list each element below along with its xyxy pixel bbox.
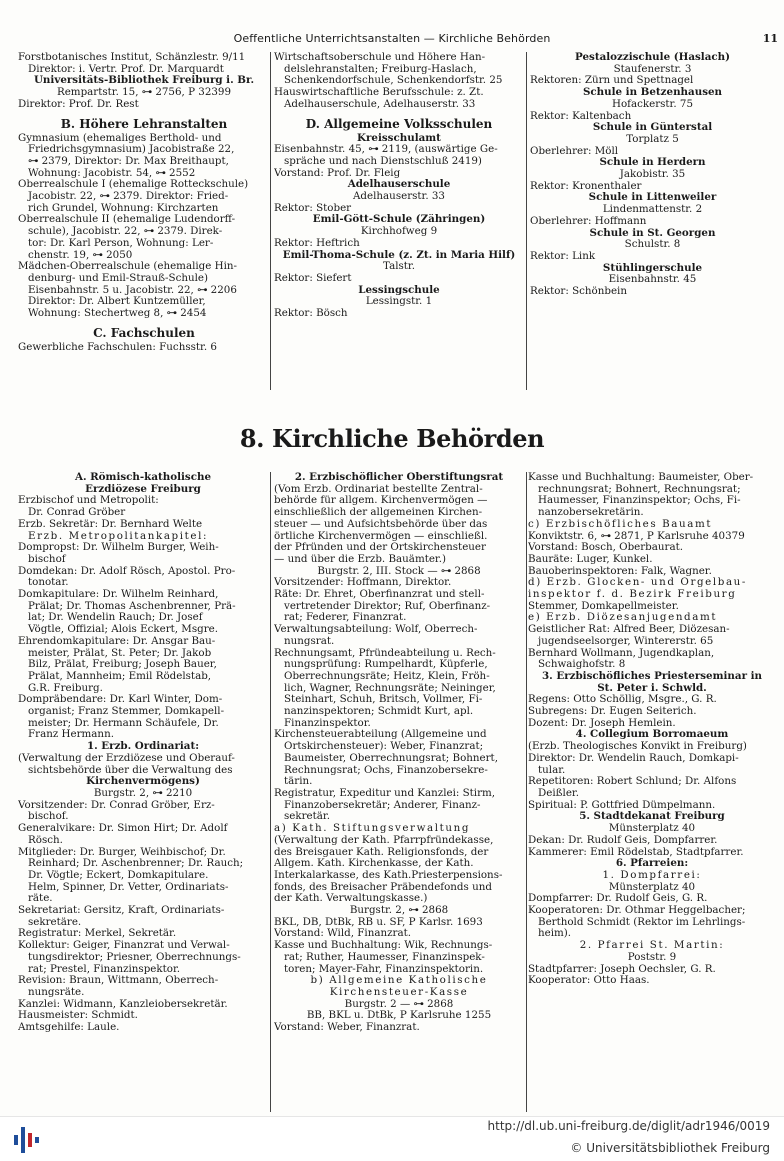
text-line: d) Erzb. Glocken- und Orgelbau- (528, 577, 747, 589)
text-line: Poststr. 9 (627, 951, 677, 963)
text-line: D. Allgemeine Volksschulen (305, 116, 493, 131)
text-line: Rektoren: Zürn und Spettnagel (530, 75, 694, 87)
text-line: Burgstr. 2 — ⊶ 2868 (344, 998, 454, 1010)
text-line: Rektor: Siefert (274, 272, 352, 284)
column-top-3 (530, 52, 775, 298)
text-line: Oberlehrer: Hoffmann (530, 215, 647, 227)
section-title: 8. Kirchliche Behörden (239, 424, 545, 453)
text-line: Adelhauserschule, Adelhauserstr. 33 (284, 98, 476, 110)
text-line: bischof (28, 553, 66, 565)
text-line: Rektor: Kronenthaler (530, 180, 642, 192)
text-line: Eisenbahnstr. 45, ⊶ 2119, (auswärtige Ge- (274, 144, 498, 156)
text-line: tular. (538, 764, 566, 776)
text-line: Talstr. (383, 261, 415, 273)
text-line: Kasse und Buchhaltung: Baumeister, Ober- (528, 472, 754, 483)
text-line: toren; Mayer-Fahr, Finanzinspektorin. (284, 963, 484, 975)
text-line: b) Allgemeine Katholische (310, 975, 488, 987)
text-line: Rektor: Link (530, 250, 596, 262)
column-divider (526, 472, 527, 1112)
text-line: steuer — und Aufsichtsbehörde über das (274, 518, 488, 530)
text-line: Finanzinspektor. (284, 717, 371, 729)
text-line: Kirchensteuerabteilung (Allgemeine und (274, 729, 487, 741)
text-line: c) Erzbischöfliches Bauamt (528, 518, 713, 530)
text-line: Burgstr. 2, ⊶ 2210 (93, 787, 193, 799)
text-line: Kanzlei: Widmann, Kanzleiobersekretär. (18, 998, 228, 1010)
text-line: Jakobistr. 35 (619, 169, 686, 181)
text-line: Kooperatoren: Dr. Othmar Heggelbacher; (528, 905, 746, 917)
text-line: B. Höhere Lehranstalten (60, 116, 228, 131)
text-line: Eisenbahnstr. 45 (608, 274, 697, 286)
text-line: Sekretariat: Gersitz, Kraft, Ordinariats- (18, 905, 225, 917)
text-line: Prälat; Dr. Thomas Aschenbrenner, Prä- (28, 600, 236, 612)
text-line: lich, Wagner, Rechnungsräte; Neininger, (284, 682, 496, 694)
text-line: Kammerer: Emil Rödelstab, Stadtpfarrer. (528, 846, 744, 858)
text-line: Schenkendorfschule, Schenkendorfstr. 25 (284, 75, 503, 87)
text-line: Dompräbendare: Dr. Karl Winter, Dom- (18, 694, 223, 706)
text-line: 1. Dompfarrei: (602, 869, 702, 881)
text-line: Jacobistr. 22, ⊶ 2379. Direktor: Fried- (28, 191, 229, 203)
text-line: Wohnung: Stechertweg 8, ⊶ 2454 (28, 308, 207, 320)
text-line: räte. (28, 893, 53, 905)
text-line: Direktor: Dr. Wendelin Rauch, Domkapi- (528, 752, 739, 764)
text-line: (Vom Erzb. Ordinariat bestellte Zentral- (274, 483, 483, 495)
text-line: 3. Erzbischöfliches Priesterseminar in (542, 670, 762, 682)
text-line: A. Römisch-katholische (74, 472, 212, 483)
text-line: delslehranstalten; Freiburg-Haslach, (284, 63, 477, 75)
text-line: Geistlicher Rat: Alfred Beer, Diözesan- (528, 624, 730, 636)
text-line: rat; Federer, Finanzrat. (284, 612, 407, 624)
text-line: vertretender Direktor; Ruf, Oberfinanz- (284, 600, 491, 612)
university-library-logo (8, 1121, 46, 1159)
text-line: Rektor: Bösch (274, 308, 348, 320)
text-line: Friedrichsgymnasium) Jacobistraße 22, (28, 144, 235, 156)
text-line: Eisenbahnstr. 5 u. Jacobistr. 22, ⊶ 2206 (28, 284, 237, 296)
text-line: Vorsitzender: Hoffmann, Direktor. (274, 577, 452, 589)
text-line: organist; Franz Stemmer, Domkapell- (28, 706, 225, 718)
text-line: 5. Stadtdekanat Freiburg (579, 811, 725, 823)
text-line: Interkalarkasse, des Kath.Priesterpensions- (274, 869, 503, 881)
text-line: jugendseelsorger, Wintererstr. 65 (538, 635, 714, 647)
text-line: nanzinspektoren; Schmidt Kurt, apl. (284, 706, 474, 718)
text-line: schule), Jacobistr. 22, ⊶ 2379. Direk- (28, 226, 223, 238)
text-line: Haumesser, Finanzinspektor; Ochs, Fi- (538, 495, 741, 507)
text-line: Schule in Herdern (599, 157, 706, 169)
text-line: Gewerbliche Fachschulen: Fuchsstr. 6 (18, 341, 217, 353)
running-head-title: Oeffentliche Unterrichtsanstalten — Kirchliche Behörden (233, 32, 551, 45)
text-line: Spiritual: P. Gottfried Dümpelmann. (528, 799, 716, 811)
text-line: (Verwaltung der Erzdiözese und Oberauf- (18, 752, 235, 764)
text-line: Rektor: Heftrich (274, 237, 360, 249)
text-line: Vorstand: Prof. Dr. Fleig (274, 167, 401, 179)
text-line: lat; Dr. Wendelin Rauch; Dr. Josef (28, 612, 203, 624)
text-line: Räte: Dr. Ehret, Oberfinanzrat und stell- (274, 589, 485, 601)
text-line: Emil-Gött-Schule (Zähringen) (312, 214, 486, 226)
text-line: (Verwaltung der Kath. Pfarrpfründekasse, (274, 834, 494, 846)
text-line: Generalvikare: Dr. Simon Hirt; Dr. Adolf (18, 823, 228, 835)
text-line: Hofackerstr. 75 (611, 98, 693, 110)
text-line: Lindenmattenstr. 2 (602, 204, 703, 216)
text-line: bischof. (28, 811, 69, 823)
text-line: der Pfründen und der Ortskirchensteuer (274, 542, 486, 554)
text-line: Lessingstr. 1 (365, 296, 433, 308)
text-line: Bernhard Wollmann, Jugendkaplan, (528, 647, 715, 659)
text-line: Oberlehrer: Möll (530, 145, 619, 157)
column-top-2 (274, 52, 524, 320)
text-line: Rösch. (28, 834, 63, 846)
text-line: Bauräte: Luger, Kunkel. (528, 553, 653, 565)
text-line: BB, BKL u. DtBk, P Karlsruhe 1255 (306, 1010, 492, 1022)
text-line: Rektor: Stober (274, 202, 352, 214)
text-line: rat; Prestel, Finanzinspektor. (28, 963, 181, 975)
text-line: Bauoberinspektoren: Falk, Wagner. (528, 565, 712, 577)
text-line: nungsrat. (284, 635, 335, 647)
text-line: Direktor: i. Vertr. Prof. Dr. Marquardt (28, 63, 224, 75)
text-line: Kreisschulamt (357, 132, 441, 144)
text-line: behörde für allgem. Kirchenvermögen — (274, 495, 488, 507)
text-line: Schule in Günterstal (592, 122, 713, 134)
text-line: Gymnasium (ehemaliges Berthold- und (18, 132, 222, 144)
text-line: denburg- und Emil-Strauß-Schule) (28, 272, 209, 284)
text-line: Direktor: Dr. Albert Kuntzemüller, (28, 296, 206, 308)
text-line: Schwaighofstr. 8 (538, 659, 626, 671)
text-line: Mädchen-Oberrealschule (ehemalige Hin- (18, 261, 238, 273)
text-line: Verwaltungsabteilung: Wolf, Oberrech- (274, 624, 478, 636)
column-divider (270, 52, 271, 390)
text-line: Kooperator: Otto Haas. (528, 975, 650, 987)
text-line: C. Fachschulen (93, 325, 195, 340)
text-line: nungsräte. (28, 986, 85, 998)
text-line: Franz Hermann. (28, 729, 114, 741)
text-line: ⊶ 2379, Direktor: Dr. Max Breithaupt, (28, 155, 229, 167)
text-line: Bilz, Prälat, Freiburg; Joseph Bauer, (28, 659, 217, 671)
text-line: Rechnungsamt, Pfründeabteilung u. Rech- (274, 647, 496, 659)
text-line: Prälat, Mannheim; Emil Rödelstab, (28, 670, 212, 682)
text-line: 2. Pfarrei St. Martin: (579, 940, 725, 952)
text-line: Helm, Spinner, Dr. Vetter, Ordinariats- (28, 881, 229, 893)
text-line: St. Peter i. Schwld. (597, 682, 707, 694)
text-line: Steinhart, Schuh, Britsch, Vollmer, Fi- (284, 694, 483, 706)
text-line: Oberrealschule I (ehemalige Rotteckschule) (18, 179, 249, 191)
text-line: Regens: Otto Schöllig, Msgre., G. R. (528, 694, 717, 706)
text-line: tärin. (284, 776, 313, 788)
column-top-1 (18, 52, 270, 353)
text-line: Registratur, Expeditur und Kanzlei: Stirm, (274, 787, 496, 799)
text-line: G.R. Freiburg. (28, 682, 103, 694)
text-line: Schule in St. Georgen (589, 227, 716, 239)
running-head (0, 32, 784, 46)
column-divider (526, 52, 527, 390)
text-line: rechnungsrat; Bohnert, Rechnungsrat; (538, 483, 741, 495)
text-line: Berthold Schmidt (Rektor im Lehrlings- (538, 916, 746, 928)
text-line: fonds, des Breisacher Präbendefonds und (274, 881, 492, 893)
text-line: Vorstand: Bosch, Oberbaurat. (528, 542, 684, 554)
text-line: Ortskirchensteuer): Weber, Finanzrat; (284, 741, 484, 753)
text-line: Pestalozzischule (Haslach) (575, 52, 730, 63)
text-line: Amtsgehilfe: Laule. (18, 1022, 120, 1034)
text-line: Stadtpfarrer: Joseph Oechsler, G. R. (528, 963, 716, 975)
text-line: Kirchenvermögens) (86, 776, 200, 788)
text-line: einschließlich der allgemeinen Kirchen- (274, 507, 483, 519)
text-line: des Breisgauer Kath. Religionsfonds, der (274, 846, 489, 858)
text-line: Vorstand: Wild, Finanzrat. (274, 928, 412, 940)
text-line: Rechnungsrat; Ochs, Finanzobersekre- (284, 764, 488, 776)
text-line: Wirtschaftsoberschule und Höhere Han- (274, 52, 486, 63)
source-url-link[interactable]: http://dl.ub.uni-freiburg.de/diglit/adr1946/0019 (487, 1119, 770, 1133)
text-line: Adelhauserschule (347, 179, 451, 191)
text-line: heim). (538, 928, 572, 940)
text-line: Konviktstr. 6, ⊶ 2871, P Karlsruhe 40379 (528, 530, 745, 542)
text-line: Oberrealschule II (ehemalige Ludendorff- (18, 214, 236, 226)
column-bottom-3 (528, 472, 776, 987)
text-line: der Kath. Verwaltungskasse.) (274, 893, 428, 905)
text-line: tonotar. (28, 577, 69, 589)
text-line: Vorstand: Weber, Finanzrat. (274, 1022, 420, 1034)
footer-bar (0, 1116, 784, 1161)
page-number: 11 (762, 32, 778, 45)
text-line: e) Erzb. Diözesanjugendamt (528, 612, 718, 624)
text-line: Schulstr. 8 (624, 239, 681, 251)
text-line: nungsprüfung: Rumpelhardt, Küpferle, (284, 659, 488, 671)
text-line: örtliche Kirchenvermögen — einschließl. (274, 530, 488, 542)
text-line: Hauswirtschaftliche Berufsschule: z. Zt. (274, 87, 484, 99)
text-line: Schule in Littenweiler (588, 192, 717, 204)
text-line: Dr. Conrad Gröber (28, 507, 126, 519)
text-line: Rektor: Kaltenbach (530, 110, 632, 122)
text-line: Kasse und Buchhaltung: Wik, Rechnungs- (274, 940, 493, 952)
text-line: Ehrendomkapitulare: Dr. Ansgar Bau- (18, 635, 216, 647)
text-line: Schule in Betzenhausen (582, 87, 723, 99)
text-line: Emil-Thoma-Schule (z. Zt. in Maria Hilf) (282, 249, 516, 261)
text-line: 2. Erzbischöflicher Oberstiftungsrat (294, 472, 504, 483)
text-line: sekretäre. (28, 916, 82, 928)
text-line: Dr. Vögtle; Eckert, Domkapitulare. (28, 869, 209, 881)
text-line: Dekan: Dr. Rudolf Geis, Dompfarrer. (528, 834, 718, 846)
text-line: meister, Prälat, St. Peter; Dr. Jakob (28, 647, 212, 659)
text-line: Torplatz 5 (626, 133, 679, 145)
text-line: Dompropst: Dr. Wilhelm Burger, Weih- (18, 542, 219, 554)
text-line: Domkapitulare: Dr. Wilhelm Reinhard, (18, 589, 219, 601)
text-line: Reinhard; Dr. Aschenbrenner; Dr. Rauch; (28, 858, 244, 870)
text-line: — und über die Erzb. Bauämter.) (274, 553, 447, 565)
text-line: Rempartstr. 15, ⊶ 2756, P 32399 (56, 87, 232, 99)
text-line: Staufenerstr. 3 (613, 63, 692, 75)
text-line: Vögtle, Offizial; Alois Eckert, Msgre. (28, 624, 219, 636)
text-line: Kirchensteuer-Kasse (329, 986, 469, 998)
text-line: 6. Pfarreien: (615, 858, 689, 870)
text-line: a) Kath. Stiftungsverwaltung (274, 823, 471, 835)
column-divider (270, 472, 271, 1112)
text-line: rich Grundel, Wohnung: Kirchzarten (28, 202, 219, 214)
copyright-notice: © Universitätsbibliothek Freiburg (570, 1141, 770, 1155)
text-line: Dozent: Dr. Joseph Hemlein. (528, 717, 676, 729)
text-line: Deißler. (538, 787, 579, 799)
text-line: tungsdirektor; Priesner, Oberrechnungs- (28, 951, 241, 963)
text-line: Erzdiözese Freiburg (85, 483, 201, 495)
text-line: 1. Erzb. Ordinariat: (86, 741, 200, 753)
text-line: tor: Dr. Karl Person, Wohnung: Ler- (28, 237, 214, 249)
text-line: Münsterplatz 40 (608, 823, 696, 835)
text-line: Mitglieder: Dr. Burger, Weihbischof; Dr. (18, 846, 226, 858)
text-line: Hausmeister: Schmidt. (18, 1010, 138, 1022)
text-line: Oberrechnungsräte; Heitz, Klein, Fröh- (284, 670, 490, 682)
text-line: Erzbischof und Metropolit: (18, 495, 159, 507)
text-line: Dompfarrer: Dr. Rudolf Geis, G. R. (528, 893, 708, 905)
text-line: Finanzobersekretär; Anderer, Finanz- (284, 799, 481, 811)
column-bottom-2 (274, 472, 524, 1034)
column-bottom-1 (18, 472, 268, 1034)
text-line: Vorsitzender: Dr. Conrad Gröber, Erz- (18, 799, 215, 811)
text-line: BKL, DB, DtBk, RB u. SF, P Karlsr. 1693 (274, 916, 483, 928)
text-line: sichtsbehörde über die Verwaltung des (28, 764, 233, 776)
text-line: Erzb. Sekretär: Dr. Bernhard Welte (18, 518, 203, 530)
text-line: chenstr. 19, ⊶ 2050 (28, 249, 133, 261)
text-line: spräche und nach Dienstschluß 2419) (284, 155, 482, 167)
text-line: Stemmer, Domkapellmeister. (528, 600, 679, 612)
text-line: rat; Ruther, Haumesser, Finanzinspek- (284, 951, 485, 963)
text-line: (Erzb. Theologisches Konvikt in Freiburg) (528, 741, 747, 753)
text-line: Baumeister, Oberrechnungsrat; Bohnert, (284, 752, 498, 764)
text-line: Adelhauserstr. 33 (353, 191, 445, 203)
text-line: Registratur: Merkel, Sekretär. (18, 928, 177, 940)
text-line: inspektor f. d. Bezirk Freiburg (528, 589, 737, 601)
text-line: Kollektur: Geiger, Finanzrat und Verwal- (18, 940, 230, 952)
text-line: 4. Collegium Borromaeum (575, 729, 729, 741)
text-line: Forstbotanisches Institut, Schänzlestr. 9/11 (18, 52, 246, 63)
text-line: nanzobersekretärin. (538, 507, 644, 519)
text-line: Burgstr. 2, ⊶ 2868 (349, 905, 449, 917)
text-line: Lessingschule (358, 284, 440, 296)
text-line: Direktor: Prof. Dr. Rest (18, 98, 139, 110)
text-line: sekretär. (284, 811, 330, 823)
text-line: Universitäts-Bibliothek Freiburg i. Br. (33, 75, 255, 87)
text-line: Erzb. Metropolitankapitel: (28, 530, 209, 542)
text-line: Revision: Braun, Wittmann, Oberrech- (18, 975, 219, 987)
text-line: Repetitoren: Robert Schlund; Dr. Alfons (528, 776, 737, 788)
text-line: Münsterplatz 40 (608, 881, 696, 893)
text-line: Stühlingerschule (602, 262, 703, 274)
text-line: meister; Dr. Hermann Schäufele, Dr. (28, 717, 219, 729)
text-line: Domdekan: Dr. Adolf Rösch, Apostol. Pro- (18, 565, 236, 577)
text-line: Kirchhofweg 9 (360, 226, 438, 238)
text-line: Burgstr. 2, III. Stock — ⊶ 2868 (317, 565, 481, 577)
text-line: Wohnung: Jacobistr. 54, ⊶ 2552 (28, 167, 196, 179)
text-line: Allgem. Kath. Kirchenkasse, der Kath. (274, 858, 474, 870)
text-line: Rektor: Schönbein (530, 286, 627, 298)
text-line: Subregens: Dr. Eugen Seiterich. (528, 706, 697, 718)
